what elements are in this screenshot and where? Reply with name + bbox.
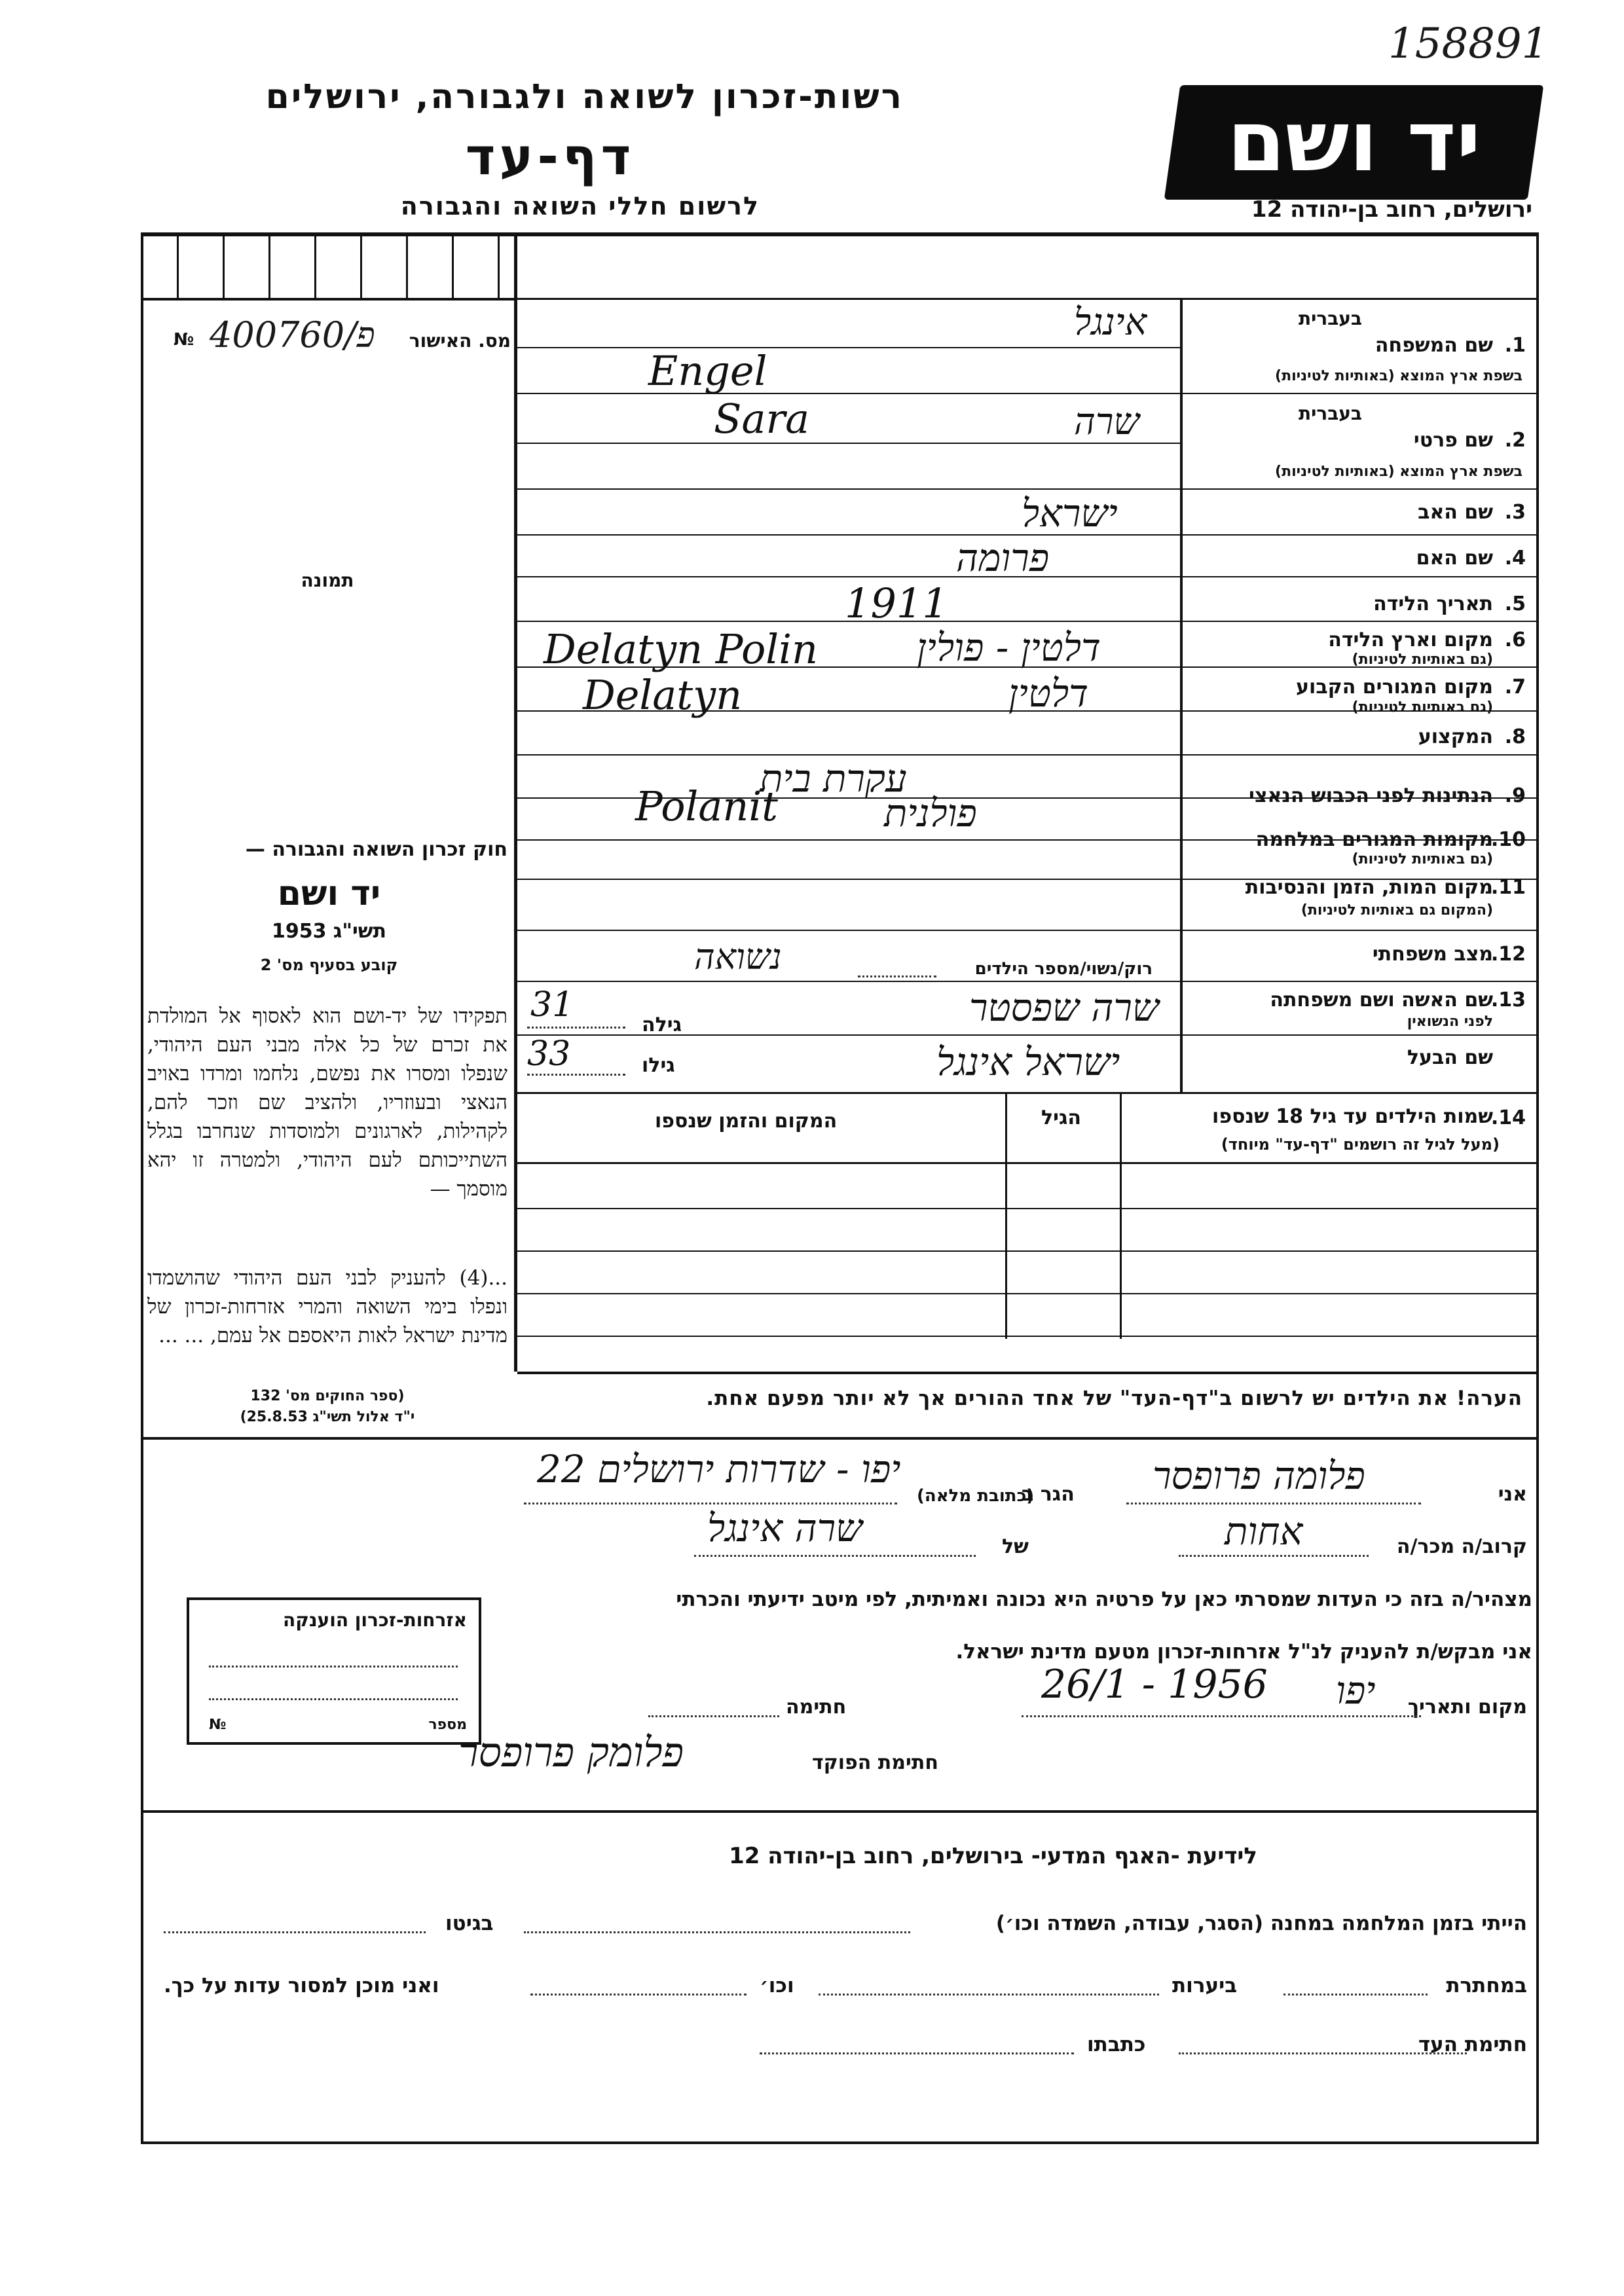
footer-camp-label: הייתי בזמן המלחמה במחנה (הסגר, עבודה, השמדה וכו׳) — [995, 1912, 1527, 1935]
decl-place: יפו — [1336, 1668, 1376, 1713]
decl-officer-label: חתימת הפוקד — [812, 1751, 938, 1774]
f13-value-husband: ישראל אינגל — [936, 1040, 1120, 1084]
footer-title: לידיעת -האגף המדעי- בירושלים, רחוב בן-יהודה 12 — [729, 1843, 1257, 1869]
f2-sub: בשפת ארץ המוצא (באותיות לטיניות) — [1275, 464, 1522, 480]
f1-heb-tag: בעברית — [1298, 308, 1362, 329]
decl-address-note: (כתובת מלאה) — [917, 1486, 1035, 1506]
f13-num: 13. — [1490, 989, 1526, 1011]
law-year: תשי"ג 1953 — [271, 920, 387, 943]
children-col-age: הגיל — [1041, 1106, 1081, 1129]
decl-resides-label: הגר ב — [1022, 1483, 1075, 1506]
law-source-date: י"ד אלול תשי"ג 25.8.53) — [240, 1409, 415, 1425]
children-col-place: המקום והזמן שנספו — [655, 1110, 838, 1133]
f7-value-latin: Delatyn — [583, 671, 743, 719]
f6-sub: (גם באותיות לטיניות) — [1352, 651, 1493, 668]
decl-address: יפו - שדרות ירושלים 22 — [537, 1447, 901, 1491]
f7-label: מקום המגורים הקבוע — [1296, 676, 1493, 699]
f12-value: נשואה — [694, 936, 782, 977]
f9-value-latin: Polanit — [635, 782, 778, 830]
f8-num: 8. — [1504, 725, 1526, 748]
f7-sub: (גם באותיות לטיניות) — [1352, 699, 1493, 716]
f3-value: ישראל — [1022, 491, 1118, 536]
decl-name: פלומה פרופסר — [1153, 1453, 1365, 1498]
f13-label: שם האשה ושם משפחתה — [1270, 989, 1493, 1011]
f12-label: מצב משפחתי — [1372, 943, 1493, 966]
f2-label-tag: בעברית — [1298, 403, 1362, 424]
f7-num: 7. — [1504, 676, 1526, 699]
children-note: הערה! את הילדים יש לרשום ב"דף-העד" של אחד ההורים אך לא יותר מפעם אחת. — [706, 1387, 1522, 1410]
footer-etc-label: וכו׳ — [760, 1974, 794, 1997]
law-paragraph-2: ...(4) להעניק לבני העם היהודי שהושמדו ונפלו בימי השואה והמרי אזרחות-זכרון של מדינת ישראל לאות היאספם אל עמם, ... ... — [147, 1266, 507, 1347]
f2-value-hebrew: שרה — [1074, 401, 1139, 443]
decl-of-label: של — [1002, 1535, 1029, 1558]
f9-value-hebrew: פולנית — [884, 791, 977, 835]
citizenship-box — [187, 1597, 481, 1745]
no-mark: № — [174, 330, 194, 350]
decl-signature-label: חתימה — [786, 1696, 847, 1719]
children-sub: (מעל לגיל זה רושמים "דף-עד" מיוחד) — [1221, 1135, 1500, 1154]
f4-num: 4. — [1504, 547, 1526, 570]
law-name: יד ושם — [277, 874, 381, 913]
f6-value-hebrew: דלטין - פולין — [917, 625, 1101, 670]
f13-sub: לפני הנשואין — [1407, 1013, 1493, 1030]
decl-place-date-label: מקום ותאריך — [1407, 1696, 1527, 1719]
f6-value-latin: Delatyn Polin — [544, 625, 818, 673]
yad-vashem-logo — [1164, 85, 1544, 200]
f5-label: תאריך הלידה — [1373, 592, 1493, 615]
page-title: דף-עד — [465, 128, 635, 187]
f6-label: מקום וארץ הלידה — [1328, 629, 1493, 651]
f10-sub: (גם באותיות לטיניות) — [1352, 851, 1493, 867]
decl-statement-1: מצהיר/ה בזה כי העדות שמסרתי כאן על פרטיה היא נכונה ואמיתית, לפי מיטב ידיעתי והכרתי — [676, 1588, 1532, 1611]
law-paragraph-1: תפקידו של יד-ושם הוא לאסוף אל המולדת את זכרם של כל אלה מבני העם היהודי, שנפלו ומסרו את נפשם, נלחמו ומרדו באויב הנאצי ובעוזריו, ולהציב שם וזכר להם, לקהילות, לארגונים ולמוסדות שנחרבו בגלל השתייכותם לעם היהודי, ולמטרה זו יהא מוסמך — — [147, 1004, 507, 1201]
decl-date: 26/1 - 1956 — [1041, 1662, 1268, 1707]
logo-text: יד ושם — [1227, 93, 1481, 191]
f10-label: מקומות המגורים במלחמה — [1255, 828, 1493, 851]
archive-number: 158891 — [1388, 20, 1549, 68]
f3-label: שם האב — [1418, 501, 1493, 524]
f4-label: שם האם — [1416, 547, 1493, 570]
f10-num: 10. — [1490, 828, 1526, 851]
f11-num: 11. — [1490, 876, 1526, 899]
f6-num: 6. — [1504, 629, 1526, 651]
f5-value: 1911 — [845, 579, 948, 627]
f1-label: שם המשפחה — [1375, 334, 1493, 357]
footer-witness-signature-label: חתימת העד — [1418, 2033, 1527, 2056]
decl-relative-of: שרה אינגל — [707, 1506, 863, 1550]
footer-underground-label: במחתרת — [1446, 1974, 1527, 1997]
decl-i-label: אני — [1498, 1483, 1527, 1506]
footer-ghetto-label: בגיטו — [445, 1912, 494, 1935]
citizenship-no-mark: № — [209, 1717, 227, 1733]
decl-relative-label: קרוב/ה מכר/ה — [1396, 1535, 1527, 1558]
photo-label: תמונה — [301, 570, 354, 591]
children-num: 14. — [1490, 1106, 1526, 1129]
f9-label: הנתינות לפני הכבוש הנאצי — [1249, 784, 1493, 807]
footer-forests-label: ביערות — [1172, 1974, 1238, 1997]
decl-relation: אחות — [1225, 1509, 1303, 1554]
decl-statement-2: אני מבקש/ת להעניק לנ"ל אזרחות-זכרון מטעם מדינת ישראל. — [955, 1640, 1532, 1664]
f13-husband-label: שם הבעל — [1407, 1046, 1493, 1069]
org-line: רשות-זכרון לשואה ולגבורה, ירושלים — [265, 77, 904, 117]
header-address: ירושלים, רחוב בן-יהודה 12 — [1251, 196, 1532, 223]
f7-value-hebrew: דלטין — [1008, 671, 1089, 716]
decl-officer-signature: פלומק פרופסר — [458, 1728, 684, 1776]
f13-age-m-label: גילו — [642, 1054, 675, 1077]
f2-value-latin: Sara — [714, 395, 810, 443]
f2-label: שם פרטי — [1413, 429, 1493, 452]
f4-value: פרומה — [956, 536, 1050, 580]
footer-address-label: כתבתו — [1087, 2033, 1146, 2056]
f11-label: מקום המות, הזמן והנסיבות — [1245, 876, 1493, 899]
f1-value-latin: Engel — [648, 347, 767, 395]
approval-number: 400760/פ — [210, 314, 375, 355]
f13-value-wife: שרה שפסטר — [969, 985, 1159, 1030]
f13-age-f: 31 — [530, 985, 574, 1025]
f5-num: 5. — [1504, 592, 1526, 615]
page-subtitle: לרשום חללי השואה והגבורה — [400, 192, 760, 221]
f1-num: 1. — [1504, 334, 1526, 357]
f13-age-f-label: גילה — [642, 1013, 682, 1036]
approval-label: מס. האישור — [409, 330, 511, 352]
law-clause: קובע בסעיף מס' 2 — [260, 956, 398, 974]
f1-sub: בשפת ארץ המוצא (באותיות לטיניות) — [1275, 368, 1522, 384]
f3-num: 3. — [1504, 501, 1526, 524]
approval-field — [147, 314, 514, 360]
f11-sub: (המקום גם באותיות לטיניות) — [1301, 902, 1493, 919]
f8-value: עקרת בית — [760, 756, 907, 801]
f13-age-m: 33 — [527, 1034, 571, 1074]
footer-ready-label: ואני מוכן למסור עדות על כך. — [164, 1974, 439, 1997]
f12-status-label: רוק/נשוי/מספר הילדים — [974, 959, 1153, 979]
citizenship-title: אזרחות-זכרון הוענקה — [283, 1609, 467, 1631]
law-source: (ספר החוקים מס' 132 — [250, 1388, 405, 1404]
law-title: חוק זכרון השואה והגבורה — — [245, 838, 507, 861]
f1-value-hebrew: אינגל — [1074, 301, 1147, 344]
f2-num: 2. — [1504, 429, 1526, 452]
f9-num: 9. — [1504, 784, 1526, 807]
children-label: שמות הילדים עד גיל 18 שנספו — [1212, 1105, 1493, 1128]
f8-label: המקצוע — [1418, 725, 1493, 748]
citizenship-number-label: מספר — [428, 1717, 467, 1733]
f12-num: 12. — [1490, 943, 1526, 966]
